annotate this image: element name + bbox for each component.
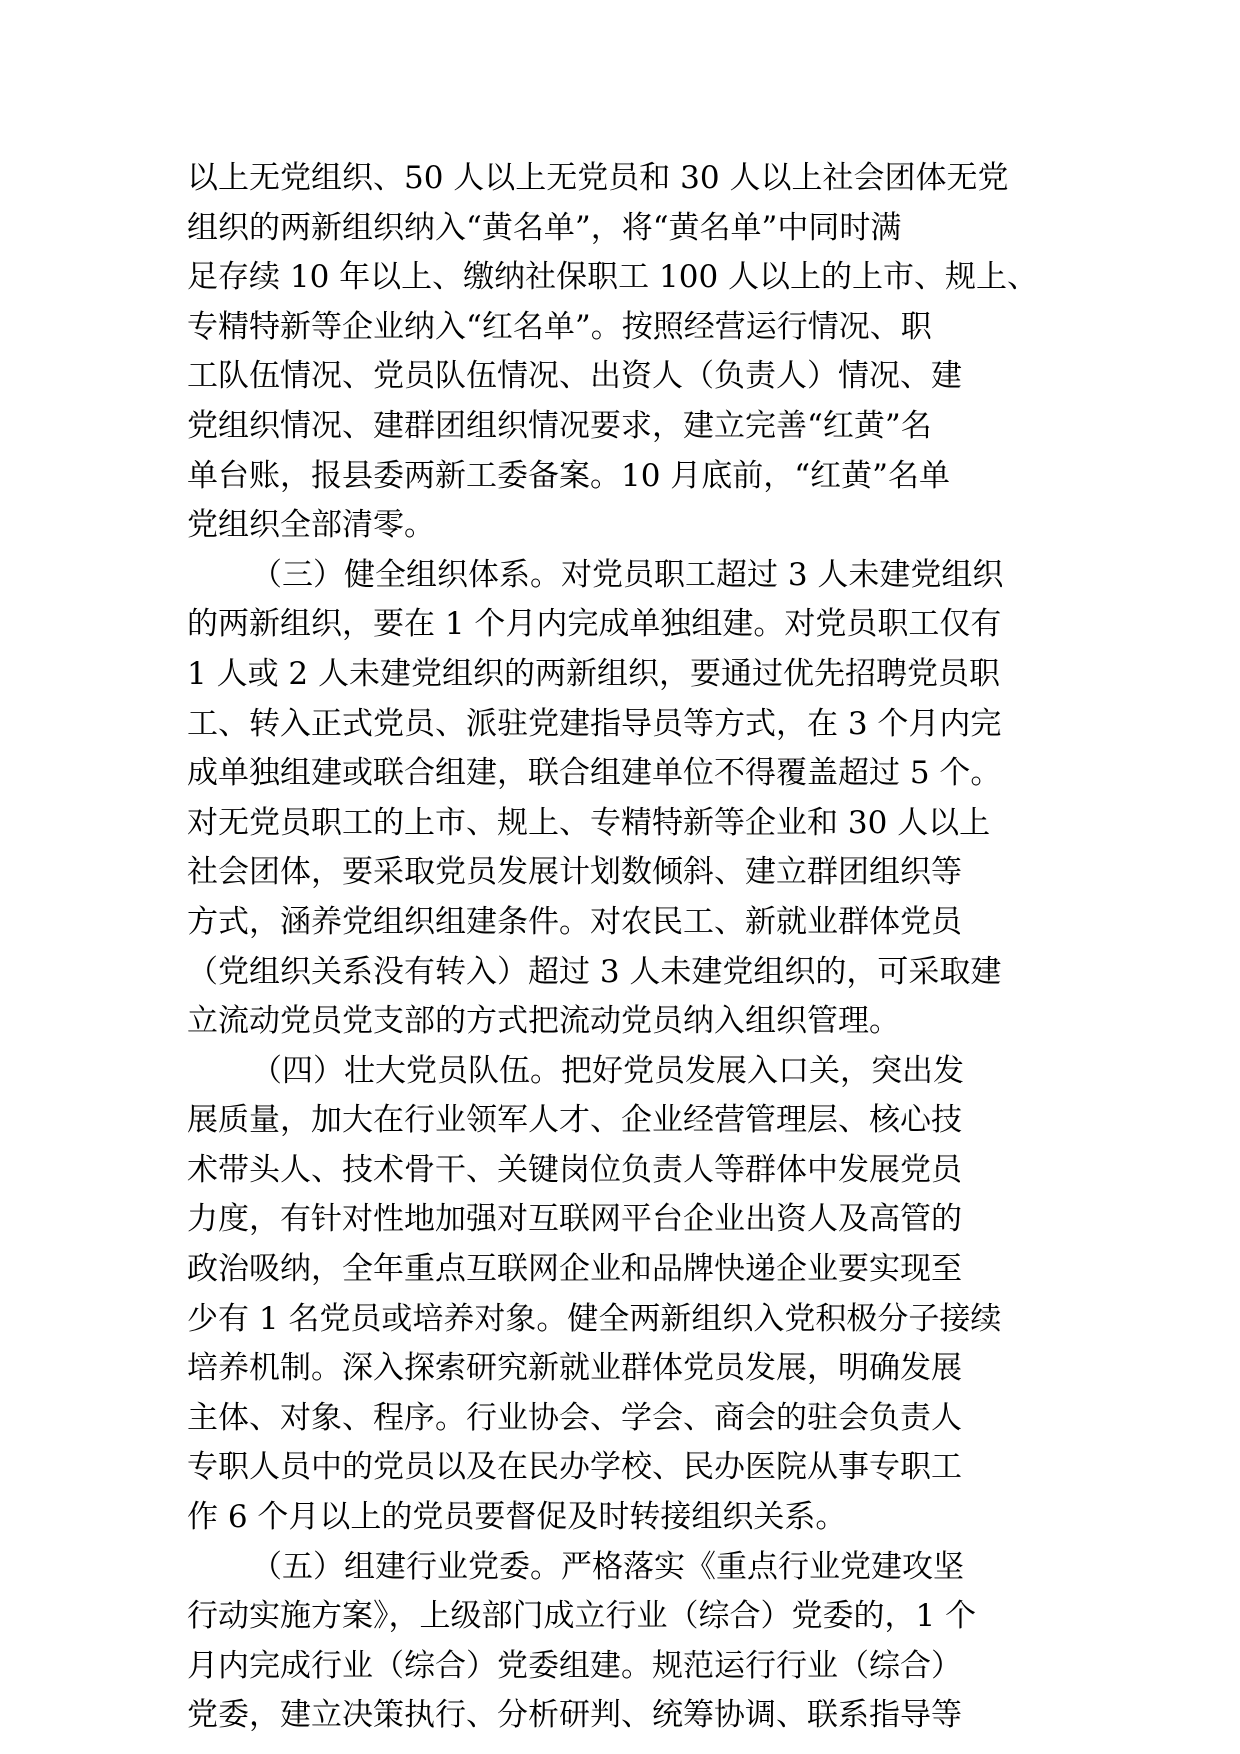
text-line: 党组织全部清零。 xyxy=(187,507,435,544)
text-line: 以上无党组织、50 人以上无党员和 30 人以上社会团体无党 xyxy=(187,160,1009,196)
text-line: 的两新组织，要在 1 个月内完成单独组建。对党员职工仅有 xyxy=(187,606,1002,643)
text-line: 主体、对象、程序。行业协会、学会、商会的驻会负责人 xyxy=(187,1399,962,1436)
text-line: （党组织关系没有转入）超过 3 人未建党组织的，可采取建 xyxy=(187,953,1002,990)
text-line: 对无党员职工的上市、规上、专精特新等企业和 30 人以上 xyxy=(187,804,991,841)
text-line: 立流动党员党支部的方式把流动党员纳入组织管理。 xyxy=(187,1003,900,1040)
text-line: 少有 1 名党员或培养对象。健全两新组织入党积极分子接续 xyxy=(187,1300,1002,1337)
paragraph-first-line: （四）壮大党员队伍。把好党员发展入口关，突出发 xyxy=(251,1052,964,1089)
paragraph-first-line: （五）组建行业党委。严格落实《重点行业党建攻坚 xyxy=(251,1548,964,1585)
text-line: 月内完成行业（综合）党委组建。规范运行行业（综合） xyxy=(187,1647,962,1684)
text-line: 足存续 10 年以上、缴纳社保职工 100 人以上的上市、规上、 xyxy=(187,259,1039,296)
document-body xyxy=(187,154,1053,1741)
text-line: 社会团体，要采取党员发展计划数倾斜、建立群团组织等 xyxy=(187,854,962,891)
paragraph-first-line: （三）健全组织体系。对党员职工超过 3 人未建党组织 xyxy=(251,556,1004,593)
text-line: 党组织情况、建群团组织情况要求，建立完善“红黄”名 xyxy=(187,407,932,444)
text-line: 专职人员中的党员以及在民办学校、民办医院从事专职工 xyxy=(187,1449,962,1486)
text-line: 行动实施方案》，上级部门成立行业（综合）党委的，1 个 xyxy=(187,1598,977,1635)
text-line: 力度，有针对性地加强对互联网平台企业出资人及高管的 xyxy=(187,1201,962,1238)
text-line: 作 6 个月以上的党员要督促及时转接组织关系。 xyxy=(187,1499,847,1536)
text-line: 方式，涵养党组织组建条件。对农民工、新就业群体党员 xyxy=(187,903,962,940)
text-line: 培养机制。深入探索研究新就业群体党员发展，明确发展 xyxy=(187,1350,962,1387)
text-line: 工、转入正式党员、派驻党建指导员等方式，在 3 个月内完 xyxy=(187,705,1002,742)
text-line: 单台账，报县委两新工委备案。10 月底前，“红黄”名单 xyxy=(187,457,950,494)
text-line: 工队伍情况、党员队伍情况、出资人（负责人）情况、建 xyxy=(187,358,962,395)
text-line: 政治吸纳，全年重点互联网企业和品牌快递企业要实现至 xyxy=(187,1251,962,1288)
text-line: 成单独组建或联合组建，联合组建单位不得覆盖超过 5 个。 xyxy=(187,755,1002,792)
text-line: 党委，建立决策执行、分析研判、统筹协调、联系指导等 xyxy=(187,1697,962,1734)
text-line: 专精特新等企业纳入“红名单”。按照经营运行情况、职 xyxy=(187,308,932,345)
text-line: 术带头人、技术骨干、关键岗位负责人等群体中发展党员 xyxy=(187,1151,962,1188)
text-line: 组织的两新组织纳入“黄名单”，将“黄名单”中同时满 xyxy=(187,209,902,246)
text-line: 1 人或 2 人未建党组织的两新组织，要通过优先招聘党员职 xyxy=(187,655,1001,692)
text-line: 展质量，加大在行业领军人才、企业经营管理层、核心技 xyxy=(187,1102,962,1139)
